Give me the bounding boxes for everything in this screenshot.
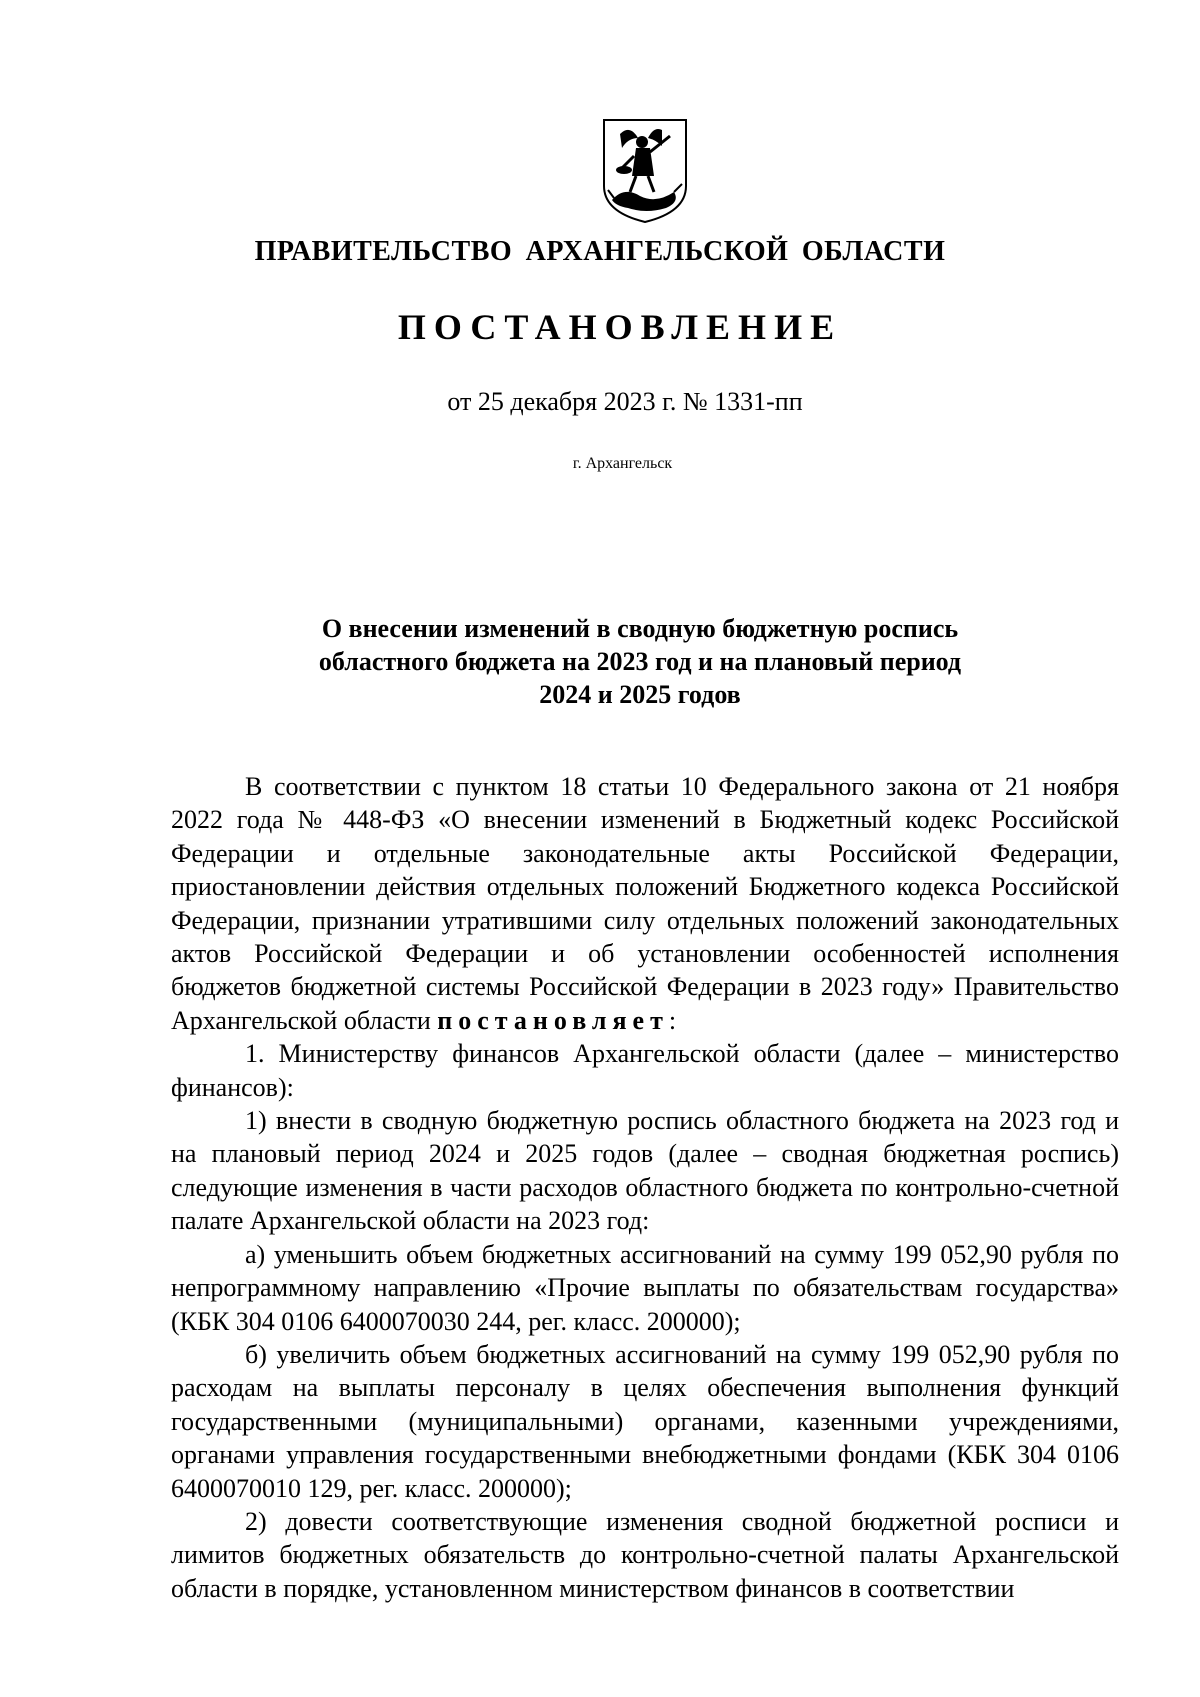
document-body [171,770,1119,1605]
subject-line-1: О внесении изменений в сводную бюджетную роспись [321,614,959,643]
preamble-end: : [668,1005,677,1035]
preamble-text: В соответствии с пунктом 18 статьи 10 Федерального закона от 21 ноября 2022 года № 448-ФЗ «О внесении изменений в Бюджетный кодекс Российской Федерации и отдельные законодательные акты Российской Федерации, приостановлении действия отдельных положений Бюджетного кодекса Российской Федерации, признании утратившими силу отдельных положений законодательных актов Российской Федерации и об установлении особенностей исполнения бюджетов бюджетной системы Российской Федерации в 2023 году» Правительство Архангельской области [171,772,1119,1035]
document-type-title: ПОСТАНОВЛЕНИЕ [397,307,843,347]
paragraph-item-1-1-a: а) уменьшить объем бюджетных ассигнований на сумму 199 052,90 рубля по непрограммному направлению «Прочие выплаты по обязательствам государства» (КБК 304 0106 6400070030 244, рег. класс. 200000); [171,1239,1119,1336]
document-subject [250,612,1030,711]
coat-of-arms-icon [600,116,690,226]
decree-word: постановляет [437,1005,669,1035]
paragraph-item-1-1-b: б) увеличить объем бюджетных ассигнований на сумму 199 052,90 рубля по расходам на выплаты персоналу в целях обеспечения выполнения функций государственными (муниципальными) органами, казенными учреждениями, органами управления государственными внебюджетными фондами (КБК 304 0106 6400070010 129, рег. класс. 200000); [171,1339,1119,1503]
document-date-number: от 25 декабря 2023 г. № 1331-пп [447,387,803,416]
paragraph-item-1: 1. Министерству финансов Архангельской области (далее – министерство финансов): [171,1039,1119,1102]
government-title: ПРАВИТЕЛЬСТВО АРХАНГЕЛЬСКОЙ ОБЛАСТИ [254,236,946,267]
paragraph-item-1-2: 2) довести соответствующие изменения сводной бюджетной росписи и лимитов бюджетных обязательств до контрольно-счетной палаты Архангельской области в порядке, установленном министерством финансов в соответствии [171,1506,1119,1603]
subject-line-3: 2024 и 2025 годов [539,680,741,709]
document-city: г. Архангельск [572,455,673,472]
subject-line-2: областного бюджета на 2023 год и на плановый период [318,647,962,676]
paragraph-preamble [171,770,1119,1037]
paragraph-item-1-1: 1) внести в сводную бюджетную роспись областного бюджета на 2023 год и на плановый период 2024 и 2025 годов (далее – сводная бюджетная роспись) следующие изменения в части расходов областного бюджета по контрольно-счетной палате Архангельской области на 2023 год: [171,1106,1119,1236]
